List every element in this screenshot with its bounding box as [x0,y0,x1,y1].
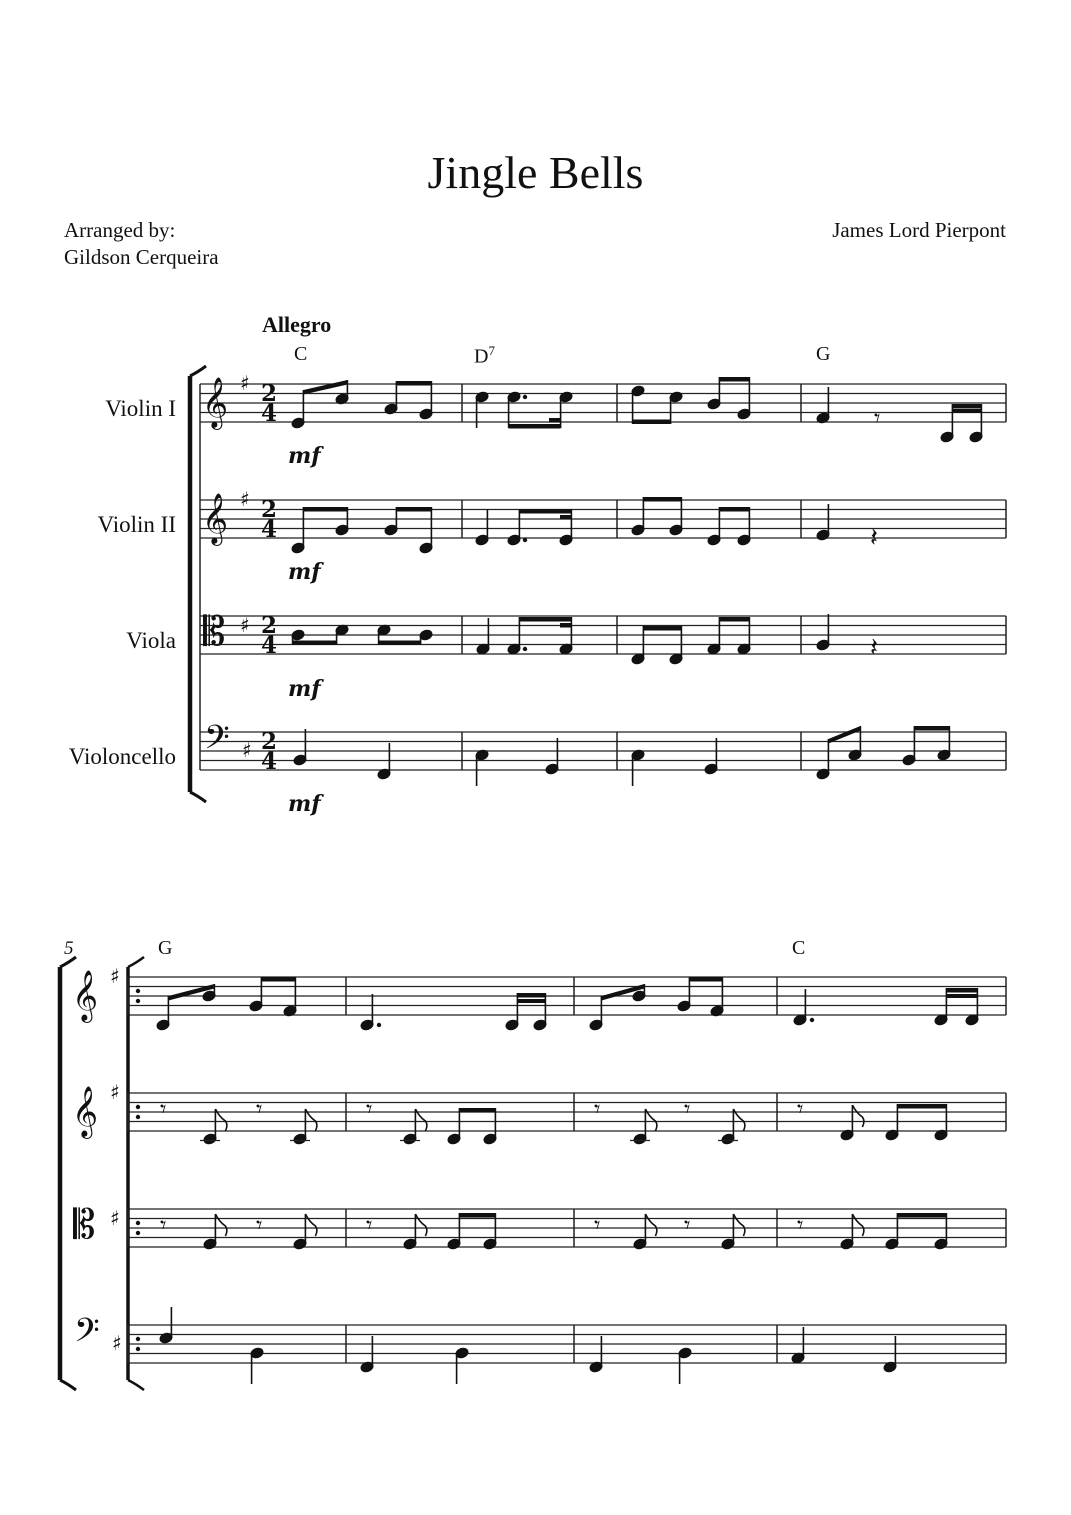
dynamic-marking: mf [288,559,321,585]
measure-number: 5 [64,938,74,959]
eighth-rest: 𝄾 [874,404,881,432]
instrument-violin-2: Violin II [97,512,176,537]
note-flag [305,1214,317,1236]
note-beam [719,507,749,512]
eighth-rest: 𝄾 [256,1095,263,1123]
key-signature-sharp-icon: ♯ [110,1080,120,1104]
note-beam [897,1104,946,1109]
note-beam [719,617,749,622]
treble-clef-icon: 𝄞 [202,493,229,544]
quarter-rest: 𝄽 [870,523,878,553]
time-signature-top: 2 [261,380,278,407]
note-beam [946,994,977,998]
note-flag [215,1214,227,1236]
note-beam [519,509,571,514]
eighth-rest: 𝄾 [366,1211,373,1239]
time-signature-bottom: 4 [261,632,278,659]
time-signature-bottom: 4 [261,400,278,427]
time-signature-top: 2 [261,496,278,523]
note-beam [914,726,949,731]
repeat-dot [136,999,140,1003]
eighth-rest: 𝄾 [594,1211,601,1239]
note-flag [415,1214,427,1236]
note-beam [689,977,722,982]
chord-symbol: $D^7$ [474,343,495,368]
key-signature-sharp-icon: ♯ [242,738,252,762]
note-beam [519,617,571,622]
repeat-dot [136,1347,140,1351]
system-bracket [128,1380,144,1390]
note-beam [643,626,681,631]
note-beam [459,1213,495,1218]
key-signature-sharp-icon: ♯ [240,487,250,511]
repeat-dot [136,1337,140,1341]
chord-symbol: C [792,937,806,959]
arranger-name: Gildson Cerqueira [64,245,219,269]
arranger-label: Arranged by: [64,218,176,242]
note-beam [719,377,749,382]
chord-symbol: C [294,343,308,365]
key-signature-sharp-icon: ♯ [112,1331,122,1355]
alto-clef-icon: 𝄡 [73,1202,96,1248]
eighth-rest: 𝄾 [684,1211,691,1239]
note-beam [517,993,545,998]
note-beam [633,420,671,425]
note-beam [549,418,561,423]
note-beam [560,515,571,520]
augmentation-dot [377,1023,381,1027]
note-beam [828,726,860,744]
instrument-viola: Viola [126,628,176,653]
time-signature-top: 2 [261,612,278,639]
repeat-dot [136,1221,140,1225]
note-beam [396,507,431,512]
eighth-rest: 𝄾 [160,1211,167,1239]
bass-clef-icon: 𝄢 [74,1312,100,1358]
treble-clef-icon: 𝄞 [202,377,229,428]
note-beam [303,380,347,395]
instrument-violin-1: Violin I [105,396,176,421]
repeat-dot [136,1115,140,1119]
alto-clef-icon: 𝄡 [203,609,226,655]
note-beam [643,497,681,502]
dynamic-marking: mf [288,791,321,817]
key-signature-sharp-icon: ♯ [240,613,250,637]
system-bracket [190,792,206,802]
quarter-rest: 𝄽 [870,633,878,663]
repeat-dot [136,989,140,993]
composer: James Lord Pierpont [832,218,1006,242]
time-signature-top: 2 [261,728,278,755]
dynamic-marking: mf [288,676,321,702]
key-signature-sharp-icon: ♯ [240,371,250,395]
note-beam [379,641,421,646]
note-flag [645,1214,657,1236]
eighth-rest: 𝄾 [160,1095,167,1123]
system-bracket [190,366,206,376]
note-beam [952,404,981,409]
eighth-rest: 𝄾 [797,1211,804,1239]
note-beam [952,409,981,413]
system-bracket [60,1380,76,1390]
dynamic-marking: mf [288,443,321,469]
note-flag [852,1105,864,1127]
repeat-dot [136,1105,140,1109]
note-beam [396,381,431,386]
note-beam [517,999,545,1003]
treble-clef-icon: 𝄞 [72,1086,99,1137]
repeat-dot [136,1231,140,1235]
time-signature-bottom: 4 [261,516,278,543]
note-beam [560,623,571,628]
time-signature-bottom: 4 [261,748,278,775]
note-beam [459,1108,495,1113]
eighth-rest: 𝄾 [366,1095,373,1123]
augmentation-dot [523,538,527,542]
note-flag [852,1214,864,1236]
eighth-rest: 𝄾 [684,1095,691,1123]
key-signature-sharp-icon: ♯ [110,964,120,988]
augmentation-dot [523,395,527,399]
tempo-marking: Allegro [262,312,332,337]
note-flag [733,1214,745,1236]
note-beam [946,988,977,993]
bass-clef-icon: 𝄢 [204,719,230,765]
augmentation-dot [810,1018,814,1022]
system-bracket [60,957,76,967]
note-beam [293,641,337,646]
note-beam [897,1213,946,1218]
treble-clef-icon: 𝄞 [72,970,99,1021]
eighth-rest: 𝄾 [797,1095,804,1123]
note-beam [303,507,347,512]
chord-symbol: G [816,343,831,365]
augmentation-dot [523,647,527,651]
instrument-violoncello: Violoncello [68,744,176,769]
key-signature-sharp-icon: ♯ [110,1206,120,1230]
eighth-rest: 𝄾 [256,1211,263,1239]
note-beam [261,977,295,982]
eighth-rest: 𝄾 [594,1095,601,1123]
note-beam [509,424,561,429]
system-bracket [128,957,144,967]
piece-title: Jingle Bells [427,147,644,198]
chord-symbol: G [158,937,173,959]
